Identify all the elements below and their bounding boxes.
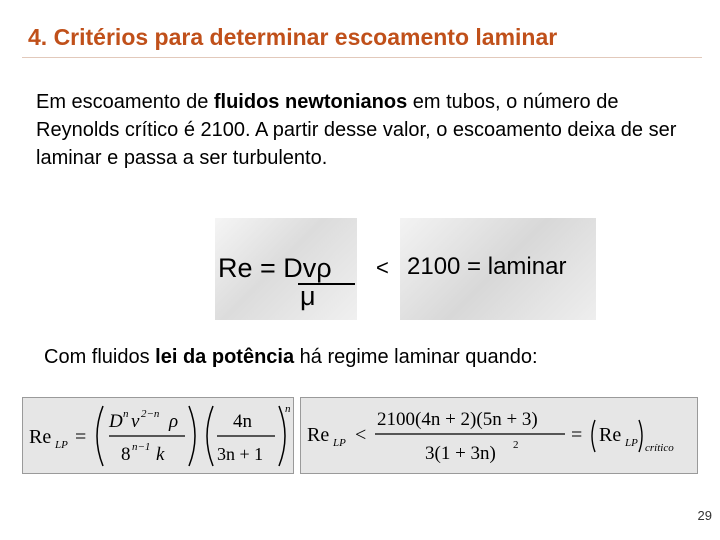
- less-than-sign: <: [376, 255, 389, 280]
- num-left-exp1: n: [123, 408, 129, 420]
- intro-paragraph: [36, 88, 696, 172]
- page-number: 29: [697, 508, 712, 523]
- outer-exponent: n: [285, 403, 291, 415]
- critical-numerator: 2100(4n + 2)(5n + 3): [377, 409, 538, 430]
- intro-bold-term: fluidos newtonianos: [213, 91, 408, 113]
- equals-sign: =: [75, 426, 87, 448]
- power-law-reynolds-formula: [22, 397, 294, 474]
- right-paren-2: [279, 406, 285, 466]
- rhs-left-paren: [592, 420, 595, 452]
- laminar-criterion: 2100 = laminar: [407, 253, 567, 280]
- re-lp-symbol: Re: [29, 426, 52, 448]
- re-lp-symbol-2: Re: [307, 424, 330, 446]
- num-left-exp2: 2−n: [141, 408, 160, 420]
- intro-text-2: em tubos, o número de Reynolds crítico é 2100. A partir desse valor, o escoamento deixa de ser laminar e passa a ser turbulento.: [36, 91, 677, 169]
- num-right: 4n: [233, 411, 252, 432]
- right-paren-1: [189, 406, 195, 466]
- den-left-8: 8: [121, 444, 131, 465]
- power-law-paragraph: [44, 343, 538, 371]
- den-left-exp: n−1: [132, 441, 151, 453]
- slide-title: 4. Critérios para determinar escoamento laminar: [28, 24, 558, 50]
- power-law-critical-formula: [300, 397, 698, 474]
- title-underline: [22, 57, 702, 58]
- equals-sign-2: =: [571, 424, 583, 446]
- rho-symbol: ρ: [169, 411, 179, 432]
- num-left-v: v: [131, 411, 140, 432]
- den-right: 3n + 1: [217, 444, 264, 464]
- rhs-re: Re: [599, 424, 622, 446]
- left-paren-1: [97, 406, 103, 466]
- power-law-text-2: há regime laminar quando:: [294, 346, 538, 368]
- intro-text-1: Em escoamento de: [36, 91, 214, 113]
- re-lp-subscript: LP: [55, 439, 68, 451]
- den-left-k: k: [156, 444, 165, 465]
- critical-den-exponent: 2: [513, 439, 519, 451]
- critical-denominator: 3(1 + 3n): [425, 443, 496, 464]
- rhs-lp: LP: [625, 437, 638, 449]
- left-paren-2: [207, 406, 213, 466]
- num-left-d: D: [109, 411, 123, 432]
- rhs-critico: crítico: [645, 442, 674, 454]
- power-law-text-1: Com fluidos: [44, 346, 156, 368]
- less-than-sign-2: <: [355, 424, 367, 446]
- re-lp-subscript-2: LP: [333, 437, 346, 449]
- rhs-right-paren: [639, 420, 642, 452]
- reynolds-equation: Re = Dvρ: [218, 253, 332, 283]
- reynolds-denominator: μ: [300, 281, 316, 311]
- power-law-bold-term: lei da potência: [155, 346, 295, 368]
